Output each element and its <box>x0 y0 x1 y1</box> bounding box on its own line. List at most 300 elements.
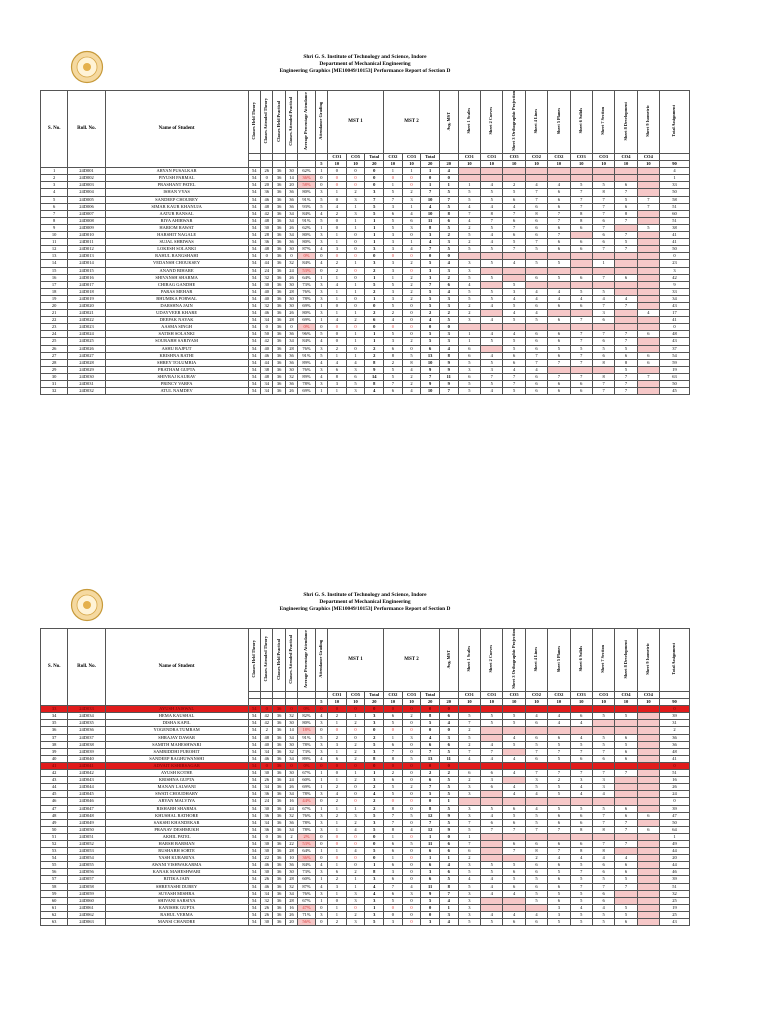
col-label: Classes Attended Practical <box>288 96 294 146</box>
cell: 36 <box>285 359 297 366</box>
cell: 36 <box>273 310 285 317</box>
max-cell: 20 <box>439 161 458 168</box>
col-sheet-1-scales <box>458 629 480 692</box>
cell: 11 <box>439 755 458 762</box>
cell: 7 <box>592 388 614 395</box>
max-cell: 10 <box>525 161 547 168</box>
table-row <box>41 855 690 862</box>
cell: 73% <box>298 748 315 755</box>
cell: 5 <box>384 791 403 798</box>
co-cell: Total <box>365 692 384 699</box>
cell: 5 <box>525 819 547 826</box>
col-label: Sheet 2 Curves <box>488 645 494 673</box>
cell: 3 <box>548 911 570 918</box>
cell: 26 <box>660 784 690 791</box>
max-cell: 10 <box>548 699 570 706</box>
col-classes-held-theory <box>248 629 260 692</box>
cell: 91% <box>298 734 315 741</box>
cell: 6 <box>570 755 592 762</box>
cell: 30 <box>285 741 297 748</box>
cell: 5 <box>525 260 547 267</box>
cell: 7 <box>421 784 440 791</box>
cell <box>637 784 659 791</box>
cell: 54 <box>248 791 260 798</box>
cell: 54 <box>248 288 260 295</box>
cell: 5 <box>439 246 458 253</box>
cell <box>481 281 503 288</box>
cell: 1 <box>328 295 347 302</box>
cell: 0 <box>384 253 403 260</box>
cell: 1 <box>346 883 365 890</box>
cell: 3 <box>346 897 365 904</box>
cell: 4 <box>365 890 384 897</box>
cell: 4 <box>481 317 503 324</box>
cell: 47 <box>41 805 68 812</box>
cell: 4 <box>481 388 503 395</box>
cell <box>637 734 659 741</box>
cell <box>637 911 659 918</box>
cell: 54 <box>248 260 260 267</box>
cell: 0 <box>315 798 327 805</box>
cell: 26 <box>285 784 297 791</box>
cell <box>637 791 659 798</box>
co-cell: CO5 <box>346 692 365 699</box>
cell: 13 <box>421 755 440 762</box>
max-cell: 10 <box>503 161 525 168</box>
cell: 5 <box>592 919 614 926</box>
cell: 7 <box>525 189 547 196</box>
student-name: SHIVANI SARSIYA <box>105 897 248 904</box>
student-name: SAMRIDDHI PUROHIT <box>105 748 248 755</box>
cell: 5 <box>525 897 547 904</box>
cell: 36 <box>273 281 285 288</box>
cell: 6 <box>548 883 570 890</box>
max-cell: 10 <box>481 699 503 706</box>
cell: 3 <box>328 381 347 388</box>
cell: 48 <box>41 812 68 819</box>
cell: 0 <box>384 727 403 734</box>
cell: 3 <box>365 189 384 196</box>
table-row <box>41 281 690 288</box>
cell <box>615 253 637 260</box>
cell: 7 <box>592 302 614 309</box>
cell: 3 <box>384 232 403 239</box>
cell: 4 <box>315 338 327 345</box>
cell: 3 <box>315 748 327 755</box>
student-name: KRISHNA GUPTA <box>105 777 248 784</box>
cell: 7 <box>421 748 440 755</box>
cell <box>637 260 659 267</box>
cell: 78% <box>298 819 315 826</box>
cell: 2 <box>439 310 458 317</box>
cell: 3 <box>660 267 690 274</box>
cell: 0 <box>261 175 273 182</box>
cell: 1 <box>365 232 384 239</box>
cell <box>548 253 570 260</box>
cell: 50 <box>261 331 273 338</box>
cell: 22 <box>261 855 273 862</box>
cell <box>615 706 637 713</box>
cell: 91% <box>298 352 315 359</box>
cell: 36 <box>273 798 285 805</box>
cell: 6 <box>384 713 403 720</box>
cell: 51 <box>660 883 690 890</box>
cell: 36 <box>273 734 285 741</box>
cell: 36 <box>273 741 285 748</box>
cell: 4 <box>548 182 570 189</box>
cell: 2 <box>525 855 547 862</box>
cell: 4 <box>615 295 637 302</box>
table-row <box>41 741 690 748</box>
cell: 1 <box>315 224 327 231</box>
cell: 0 <box>402 819 421 826</box>
cell: 4 <box>570 734 592 741</box>
max-cell <box>248 699 260 706</box>
co-cell: CO2 <box>384 692 403 699</box>
cell: 4 <box>503 755 525 762</box>
cell <box>548 706 570 713</box>
cell: 16 <box>41 274 68 281</box>
cell: 36 <box>273 748 285 755</box>
cell: 51 <box>660 770 690 777</box>
cell: 3 <box>41 182 68 189</box>
cell: 0 <box>285 762 297 769</box>
cell: 1 <box>384 168 403 175</box>
cell: 4 <box>315 755 327 762</box>
cell: 54 <box>248 826 260 833</box>
cell: 0 <box>328 196 347 203</box>
cell: 0 <box>346 295 365 302</box>
cell: 7 <box>548 373 570 380</box>
cell: 3 <box>570 777 592 784</box>
cell: 1 <box>328 748 347 755</box>
cell: 7 <box>570 189 592 196</box>
cell: 8 <box>402 359 421 366</box>
cell: 0 <box>421 762 440 769</box>
cell: 5 <box>503 189 525 196</box>
col-total-assignment <box>660 91 690 154</box>
cell: 0 <box>402 770 421 777</box>
cell: 52 <box>41 840 68 847</box>
cell <box>525 267 547 274</box>
cell: 5 <box>570 288 592 295</box>
cell <box>570 232 592 239</box>
cell: 6 <box>525 388 547 395</box>
cell: 1 <box>346 352 365 359</box>
col-attendance-grading <box>315 91 327 154</box>
cell: 4 <box>570 784 592 791</box>
co-cell: CO5 <box>346 154 365 161</box>
cell: 26 <box>261 904 273 911</box>
student-name: SHIVRAJ KAURAV <box>105 373 248 380</box>
max-cell: 20 <box>365 161 384 168</box>
cell: 10 <box>285 855 297 862</box>
col-sheet-8-development <box>615 629 637 692</box>
cell: 34 <box>285 734 297 741</box>
cell: 0 <box>402 762 421 769</box>
roll-no: 24D017 <box>68 281 105 288</box>
cell: 7 <box>384 819 403 826</box>
cell: 36 <box>273 819 285 826</box>
cell: 4 <box>315 883 327 890</box>
cell: 54 <box>248 798 260 805</box>
cell: 59 <box>660 359 690 366</box>
cell: 2 <box>328 734 347 741</box>
table-row <box>41 338 690 345</box>
cell <box>525 324 547 331</box>
table-row <box>41 770 690 777</box>
cell: 7 <box>615 338 637 345</box>
cell: 0 <box>402 848 421 855</box>
cell: 7 <box>592 224 614 231</box>
cell: 36 <box>273 869 285 876</box>
cell: 1 <box>315 784 327 791</box>
roll-no: 24D012 <box>68 246 105 253</box>
cell: 1 <box>346 281 365 288</box>
cell: 44 <box>261 260 273 267</box>
cell: 30 <box>285 869 297 876</box>
cell <box>570 267 592 274</box>
col-sheet-9-isometric <box>637 629 659 692</box>
cell: 6 <box>525 224 547 231</box>
cell: 0 <box>402 791 421 798</box>
cell: 7 <box>503 224 525 231</box>
cell: 3 <box>365 748 384 755</box>
cell: 0 <box>346 784 365 791</box>
cell: 6 <box>548 189 570 196</box>
cell: 30 <box>261 840 273 847</box>
cell: 60% <box>298 777 315 784</box>
cell: 5 <box>615 911 637 918</box>
col-sheet-1-scales <box>458 91 480 154</box>
cell: 0 <box>660 324 690 331</box>
cell: 3 <box>346 366 365 373</box>
student-name: KRISHNA RATHI <box>105 352 248 359</box>
cell: 6 <box>615 182 637 189</box>
student-name: AWANI VISHWAKARMA <box>105 862 248 869</box>
cell: 6 <box>503 919 525 926</box>
max-cell: 5 <box>315 699 327 706</box>
co-cell: CO1 <box>458 154 480 161</box>
cell: 49 <box>41 819 68 826</box>
cell: 54 <box>41 855 68 862</box>
co-cell: CO1 <box>458 692 480 699</box>
cell: 6 <box>458 770 480 777</box>
cell: 5 <box>570 862 592 869</box>
cell: 0 <box>421 175 440 182</box>
cell: 3 <box>481 777 503 784</box>
cell: 4 <box>458 281 480 288</box>
student-name: ADVAIT KSHIRSAGAR <box>105 762 248 769</box>
cell: 1 <box>315 317 327 324</box>
cell: 18 <box>41 288 68 295</box>
cell: 3 <box>458 784 480 791</box>
cell: 69% <box>298 302 315 309</box>
col-label: Sheet 1 Scales <box>466 108 472 134</box>
col-classes-attended-practical <box>285 91 297 154</box>
cell: 0 <box>315 727 327 734</box>
cell: 8 <box>384 755 403 762</box>
cell: 47 <box>660 812 690 819</box>
cell: 54 <box>248 310 260 317</box>
cell: 3 <box>328 741 347 748</box>
cell <box>481 840 503 847</box>
cell: 4 <box>592 295 614 302</box>
cell: 3 <box>503 288 525 295</box>
cell <box>615 833 637 840</box>
cell: 67% <box>298 805 315 812</box>
cell: 1 <box>328 274 347 281</box>
cell: 4 <box>503 295 525 302</box>
cell: 6 <box>384 848 403 855</box>
report-title: Engineering Graphics [ME10049/10153] Performance Report of Section D <box>279 67 451 74</box>
table-row <box>41 755 690 762</box>
cell: 9 <box>439 359 458 366</box>
cell: 5 <box>592 805 614 812</box>
cell: 30 <box>261 224 273 231</box>
cell: 6 <box>525 274 547 281</box>
cell: 3 <box>421 274 440 281</box>
cell: 5 <box>503 239 525 246</box>
cell: 0 <box>365 253 384 260</box>
cell: 0 <box>402 727 421 734</box>
cell: 3 <box>365 876 384 883</box>
cell <box>637 770 659 777</box>
cell: 3 <box>458 904 480 911</box>
cell <box>637 388 659 395</box>
cell <box>637 168 659 175</box>
cell: 5 <box>592 734 614 741</box>
cell: 9 <box>365 366 384 373</box>
table-row <box>41 267 690 274</box>
table-row <box>41 175 690 182</box>
cell: 4 <box>346 826 365 833</box>
cell: 3 <box>421 919 440 926</box>
cell: 30 <box>285 295 297 302</box>
roll-no: 24D047 <box>68 805 105 812</box>
cell: 8 <box>570 217 592 224</box>
cell: 0 <box>261 833 273 840</box>
cell: 54 <box>248 352 260 359</box>
cell <box>525 281 547 288</box>
cell: 7 <box>615 388 637 395</box>
table-row <box>41 260 690 267</box>
cell <box>637 210 659 217</box>
cell <box>548 798 570 805</box>
table-row <box>41 246 690 253</box>
cell: 0 <box>346 791 365 798</box>
cell: 36 <box>273 217 285 224</box>
cell: 2 <box>346 720 365 727</box>
cell: 6 <box>592 755 614 762</box>
roll-no: 24D010 <box>68 232 105 239</box>
cell: 2 <box>328 345 347 352</box>
cell: 54 <box>248 217 260 224</box>
cell: 32 <box>285 260 297 267</box>
cell: 5 <box>439 203 458 210</box>
cell: 36 <box>273 388 285 395</box>
roll-no: 24D039 <box>68 748 105 755</box>
cell <box>481 798 503 805</box>
cell: 2 <box>439 770 458 777</box>
cell: 80% <box>298 232 315 239</box>
cell <box>548 175 570 182</box>
cell: 0 <box>421 324 440 331</box>
cell: 62% <box>298 224 315 231</box>
cell: 42 <box>660 274 690 281</box>
cell: 6 <box>525 345 547 352</box>
cell <box>525 798 547 805</box>
cell: 0 <box>402 862 421 869</box>
cell: 36 <box>273 366 285 373</box>
cell: 4 <box>548 713 570 720</box>
cell: 3 <box>346 388 365 395</box>
cell <box>548 324 570 331</box>
cell: 36 <box>285 381 297 388</box>
cell: 30 <box>41 373 68 380</box>
cell: 8 <box>41 217 68 224</box>
max-cell: 20 <box>421 161 440 168</box>
cell <box>637 876 659 883</box>
student-name: HARSHIT NAGALE <box>105 232 248 239</box>
col-sheet-3-orthographic-projection <box>503 629 525 692</box>
cell: 3 <box>592 777 614 784</box>
cell: 9 <box>439 826 458 833</box>
cell: 54 <box>248 210 260 217</box>
cell: 0 <box>346 232 365 239</box>
cell: 3 <box>315 890 327 897</box>
cell: 6 <box>548 352 570 359</box>
student-name: ASHU RAJPUT <box>105 345 248 352</box>
cell: 7 <box>525 196 547 203</box>
cell: 23 <box>41 324 68 331</box>
cell: 1 <box>439 798 458 805</box>
cell: 5 <box>481 288 503 295</box>
cell: 0 <box>346 302 365 309</box>
cell: 7 <box>548 770 570 777</box>
cell <box>615 777 637 784</box>
cell: 26 <box>285 388 297 395</box>
cell: 0 <box>402 876 421 883</box>
cell: 0 <box>328 175 347 182</box>
cell: 7 <box>421 246 440 253</box>
cell: 0 <box>315 855 327 862</box>
cell: 7 <box>570 203 592 210</box>
cell: 3 <box>458 812 480 819</box>
cell: 50 <box>660 819 690 826</box>
cell: 1 <box>421 168 440 175</box>
cell: 9 <box>421 366 440 373</box>
cell: 1 <box>384 182 403 189</box>
cell <box>481 253 503 260</box>
cell: 6 <box>384 777 403 784</box>
cell <box>503 762 525 769</box>
cell: 54 <box>248 168 260 175</box>
cell: 14 <box>365 373 384 380</box>
cell: 6 <box>439 713 458 720</box>
co-cell <box>273 154 285 161</box>
cell: 82% <box>298 713 315 720</box>
cell: 5 <box>458 246 480 253</box>
cell: 80% <box>298 720 315 727</box>
cell: 4 <box>346 848 365 855</box>
table-row <box>41 727 690 734</box>
cell: 0 <box>346 762 365 769</box>
max-cell: 10 <box>503 699 525 706</box>
cell <box>637 848 659 855</box>
cell: 6 <box>525 869 547 876</box>
cell: 7 <box>503 826 525 833</box>
